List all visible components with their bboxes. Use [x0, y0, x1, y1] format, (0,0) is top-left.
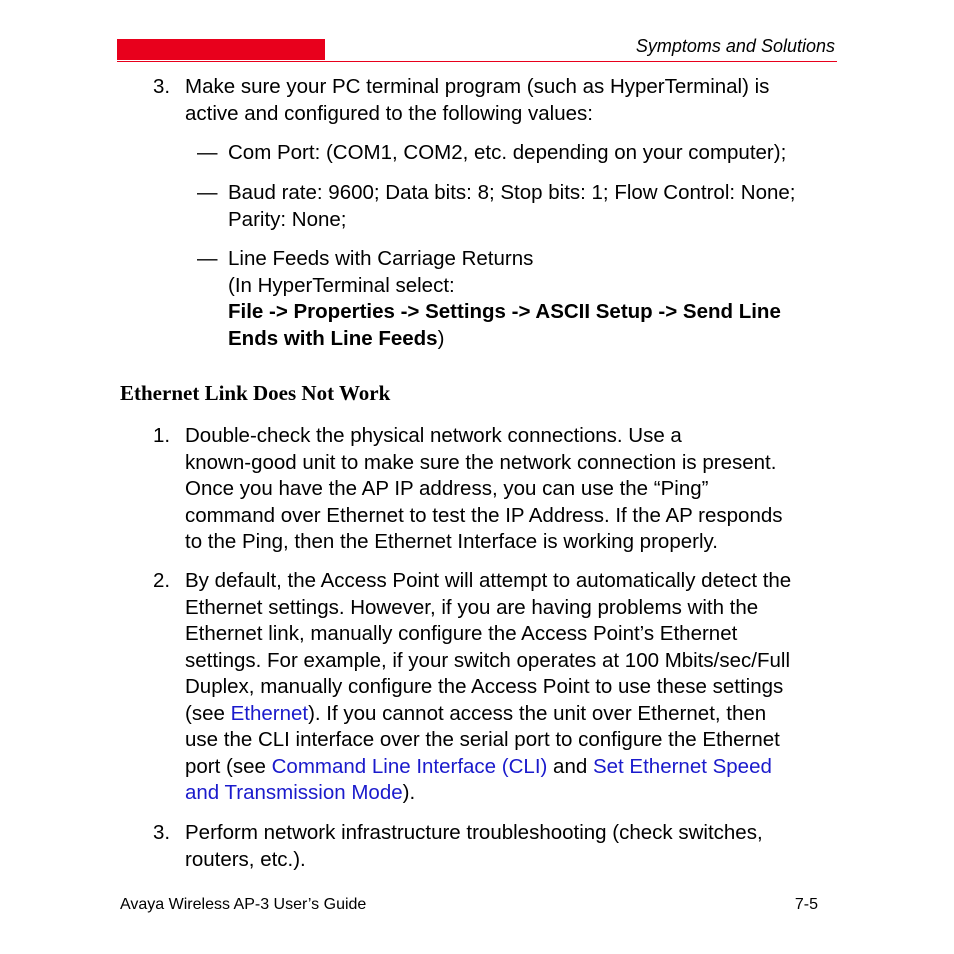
text-line: Duplex, manually configure the Access Point to use these settings — [185, 675, 784, 698]
text-fragment: ). — [402, 781, 416, 804]
text-fragment: ) — [437, 326, 445, 350]
link-set-ethernet-speed-cont[interactable]: and Transmission Mode — [185, 781, 403, 804]
step-number: 2. — [153, 569, 171, 592]
line-feeds-item — [228, 246, 781, 352]
footer-guide-title: Avaya Wireless AP-3 User’s Guide — [120, 896, 367, 913]
text-line: Perform network infrastructure troubleshooting (check switches, — [185, 821, 763, 844]
text-fragment: ). If you cannot access the unit over Ethernet, then — [308, 701, 767, 725]
text-line: command over Ethernet to test the IP Address. If the AP responds — [185, 503, 783, 527]
text-line: Parity: None; — [228, 207, 347, 231]
step-3-text — [185, 820, 763, 873]
text-fragment: and — [547, 754, 593, 778]
text-fragment: (see — [185, 701, 231, 725]
link-command-line-interface[interactable]: Command Line Interface (CLI) — [271, 754, 548, 778]
com-port-item: Com Port: (COM1, COM2, etc. depending on your computer); — [228, 141, 787, 164]
section-heading: Ethernet Link Does Not Work — [120, 381, 391, 405]
text-line: to the Ping, then the Ethernet Interface is working properly. — [185, 530, 718, 553]
text-line: Baud rate: 9600; Data bits: 8; Stop bits: 1; Flow Control: None; — [228, 181, 796, 204]
link-set-ethernet-speed[interactable]: Set Ethernet Speed — [592, 754, 772, 778]
text-line: settings. For example, if your switch operates at 100 Mbits/sec/Full — [185, 648, 791, 672]
step-2-text — [185, 568, 791, 807]
serial-step-text — [185, 74, 769, 127]
baud-rate-item — [228, 180, 795, 233]
step-number: 1. — [153, 424, 171, 447]
text-line: Make sure your PC terminal program (such as HyperTerminal) is — [185, 75, 770, 98]
text-line: (In HyperTerminal select: — [228, 273, 455, 297]
link-ethernet[interactable]: Ethernet — [230, 701, 309, 725]
step-number: 3. — [153, 821, 171, 844]
text-line: Ethernet settings. However, if you are having problems with the — [185, 595, 759, 619]
text-fragment: port (see — [185, 754, 272, 778]
menu-path: Ends with Line Feeds — [228, 326, 438, 350]
text-line: By default, the Access Point will attempt to automatically detect the — [185, 569, 792, 592]
bullet-dash: — — [197, 141, 218, 164]
running-header: Symptoms and Solutions — [635, 36, 835, 56]
serial-step-number: 3. — [153, 75, 171, 98]
text-line: active and configured to the following values: — [185, 101, 593, 125]
text-line: Line Feeds with Carriage Returns — [228, 247, 534, 270]
menu-path: File -> Properties -> Settings -> ASCII Setup -> Send Line — [228, 300, 781, 323]
footer-page-number: 7-5 — [794, 896, 818, 913]
text-line: use the CLI interface over the serial port to configure the Ethernet — [185, 728, 780, 751]
text-line: Once you have the AP IP address, you can use the “Ping” — [185, 477, 709, 500]
bullet-dash: — — [197, 181, 218, 204]
bullet-dash: — — [197, 247, 218, 270]
step-1-text — [185, 423, 783, 556]
text-line: known-good unit to make sure the network connection is present. — [185, 450, 777, 474]
header-rule — [117, 61, 837, 62]
text-line: routers, etc.). — [185, 847, 306, 871]
text-line: Ethernet link, manually configure the Access Point’s Ethernet — [185, 622, 738, 645]
header-red-bar — [117, 39, 325, 60]
text-line: Double-check the physical network connections. Use a — [185, 424, 682, 447]
